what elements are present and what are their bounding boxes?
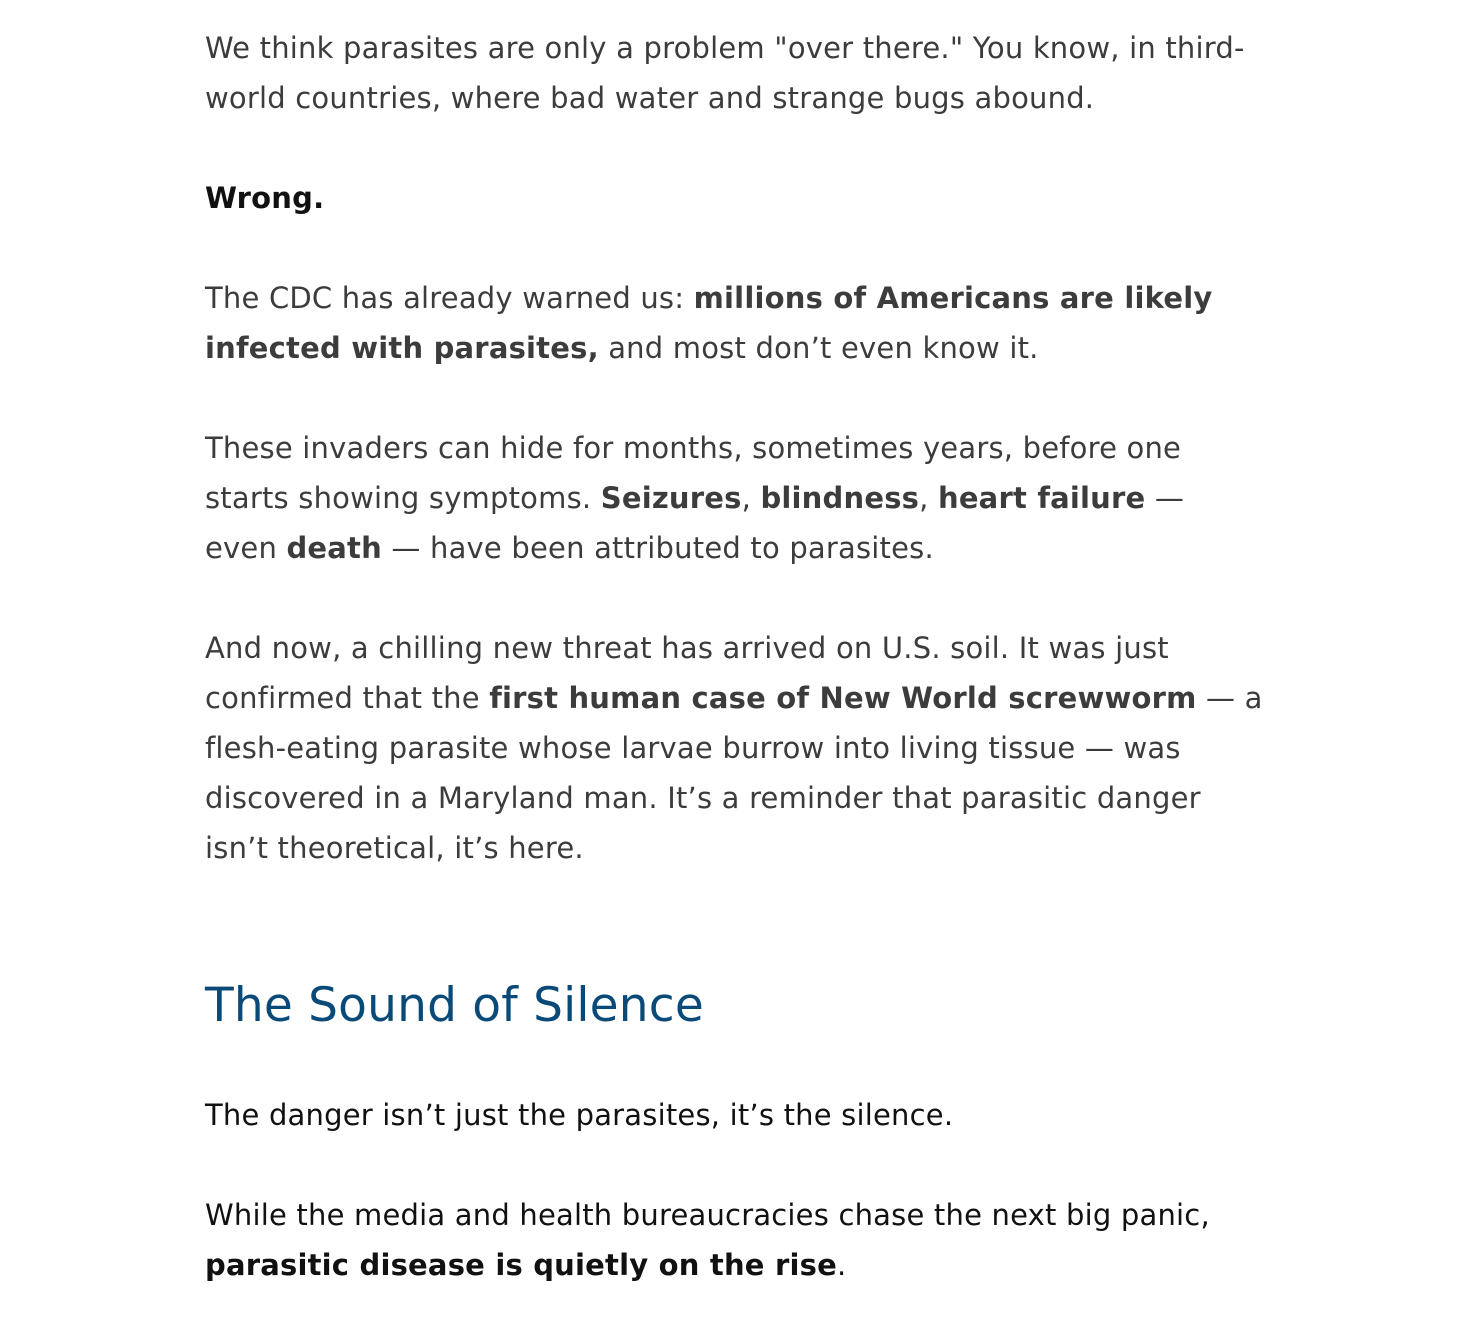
cdc-text-tail: and most don’t even know it. bbox=[598, 331, 1039, 365]
cdc-text-lead: The CDC has already warned us: bbox=[205, 281, 694, 315]
rise-text-tail: . bbox=[836, 1248, 847, 1282]
paragraph-screwworm bbox=[205, 623, 1265, 873]
symptom-death: death bbox=[286, 531, 382, 565]
symptom-heart-failure: heart failure bbox=[937, 481, 1146, 515]
cdc-text-bold: millions of Americans are likely infected with parasites, bbox=[205, 281, 1213, 365]
paragraph-intro-text: We think parasites are only a problem "over there." You know, in third-world countries, where bad water and strange bugs abound. bbox=[205, 31, 1245, 115]
rise-text-lead: While the media and health bureaucracies chase the next big panic, bbox=[205, 1198, 1210, 1232]
article-body bbox=[205, 23, 1265, 1282]
paragraph-silence bbox=[205, 1090, 1265, 1140]
section-heading: The Sound of Silence bbox=[205, 978, 704, 1033]
wrong-emphasis: Wrong. bbox=[205, 181, 325, 215]
symptoms-text-lead: These invaders can hide for months, sometimes years, before one starts showing symptoms. bbox=[205, 431, 1182, 515]
symptoms-sep-2: , bbox=[919, 481, 938, 515]
symptom-seizures: Seizures bbox=[600, 481, 742, 515]
paragraph-rise bbox=[205, 1190, 1265, 1290]
screwworm-text-tail: — a flesh-eating parasite whose larvae burrow into living tissue — was discovered in a Maryland man. It’s a reminder that parasitic danger isn’t theoretical, it’s here. bbox=[205, 681, 1263, 865]
paragraph-cdc-warning bbox=[205, 273, 1265, 373]
rise-text-bold: parasitic disease is quietly on the rise bbox=[205, 1248, 837, 1282]
symptoms-sep-3: — even bbox=[205, 481, 1185, 565]
symptoms-text-tail: — have been attributed to parasites. bbox=[381, 531, 934, 565]
symptoms-sep-1: , bbox=[741, 481, 761, 515]
screwworm-text-lead: And now, a chilling new threat has arrived on U.S. soil. It was just confirmed that the bbox=[205, 631, 1169, 715]
paragraph-symptoms bbox=[205, 423, 1265, 573]
silence-text: The danger isn’t just the parasites, it’s the silence. bbox=[205, 1098, 954, 1132]
symptom-blindness: blindness bbox=[760, 481, 920, 515]
section-body bbox=[205, 1090, 1265, 1340]
screwworm-text-bold: first human case of New World screwworm bbox=[489, 681, 1197, 715]
paragraph-intro bbox=[205, 23, 1265, 123]
paragraph-wrong bbox=[205, 173, 1265, 223]
